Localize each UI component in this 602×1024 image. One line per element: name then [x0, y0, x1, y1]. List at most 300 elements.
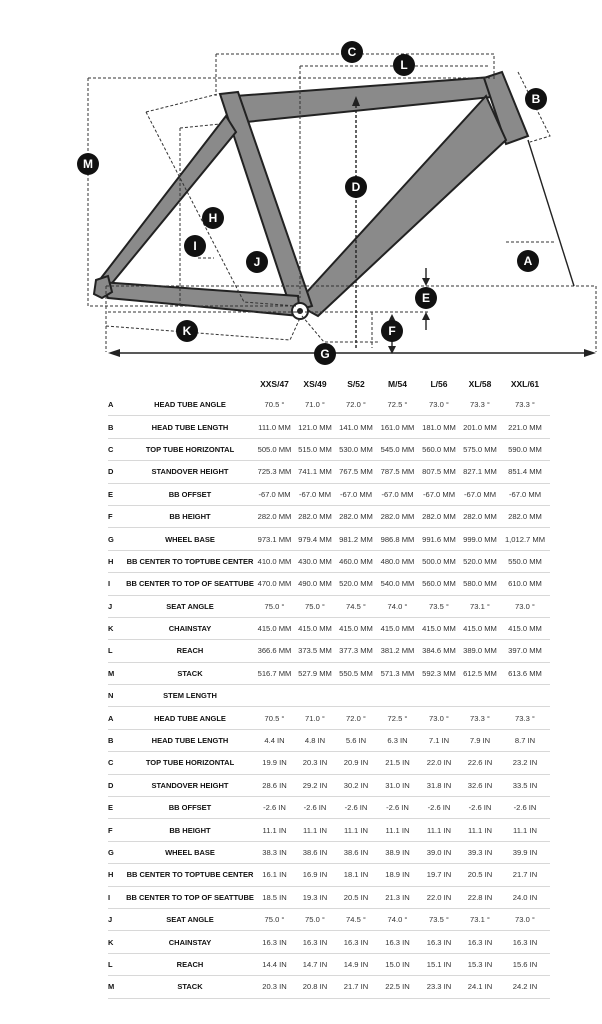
row-label: SEAT ANGLE	[126, 908, 254, 930]
row-value: 70.5 °	[254, 707, 295, 729]
row-value: 527.9 MM	[295, 662, 335, 684]
row-value: 415.0 MM	[377, 617, 418, 639]
row-value	[335, 685, 377, 707]
row-value: 75.0 °	[295, 595, 335, 617]
row-value: 16.3 IN	[377, 931, 418, 953]
row-value: 22.8 IN	[460, 886, 500, 908]
row-value: 38.3 IN	[254, 841, 295, 863]
row-value: 282.0 MM	[295, 505, 335, 527]
row-key: J	[108, 908, 126, 930]
row-value: 18.9 IN	[377, 864, 418, 886]
row-value: 540.0 MM	[377, 573, 418, 595]
seat-tube	[220, 92, 312, 312]
row-value: 73.0 °	[500, 595, 550, 617]
geometry-row	[108, 886, 550, 908]
row-value	[418, 685, 460, 707]
row-value: -67.0 MM	[377, 483, 418, 505]
row-value: 11.1 IN	[460, 819, 500, 841]
row-value: 24.2 IN	[500, 976, 550, 998]
geometry-row	[108, 819, 550, 841]
chain-stay	[100, 282, 300, 316]
row-value: 11.1 IN	[500, 819, 550, 841]
row-label: HEAD TUBE ANGLE	[126, 394, 254, 416]
row-value: 75.0 °	[254, 595, 295, 617]
row-value: 560.0 MM	[418, 573, 460, 595]
svg-text:B: B	[531, 92, 541, 106]
row-value	[500, 685, 550, 707]
row-value: 24.0 IN	[500, 886, 550, 908]
row-value: 5.6 IN	[335, 729, 377, 751]
row-value: 415.0 MM	[335, 617, 377, 639]
marker-c	[341, 41, 363, 63]
marker-a	[517, 250, 539, 272]
row-value: 979.4 MM	[295, 528, 335, 550]
geometry-row	[108, 729, 550, 751]
row-value: 7.9 IN	[460, 729, 500, 751]
row-value: 121.0 MM	[295, 416, 335, 438]
row-value: 8.7 IN	[500, 729, 550, 751]
geometry-table	[108, 374, 550, 999]
geometry-row	[108, 931, 550, 953]
row-value: 415.0 MM	[254, 617, 295, 639]
row-value: 430.0 MM	[295, 550, 335, 572]
row-value: 11.1 IN	[295, 819, 335, 841]
row-value: 181.0 MM	[418, 416, 460, 438]
row-label: BB OFFSET	[126, 483, 254, 505]
row-value: 787.5 MM	[377, 461, 418, 483]
bike-frame	[94, 72, 528, 319]
row-value	[254, 685, 295, 707]
bottom-bracket-center	[297, 308, 303, 314]
row-label: HEAD TUBE LENGTH	[126, 729, 254, 751]
row-value: 73.3 °	[460, 707, 500, 729]
marker-m	[77, 153, 99, 175]
row-value: 612.5 MM	[460, 662, 500, 684]
row-value: 21.7 IN	[335, 976, 377, 998]
row-value: 20.3 IN	[295, 752, 335, 774]
row-value: -2.6 IN	[418, 797, 460, 819]
row-value: 282.0 MM	[500, 505, 550, 527]
row-value: 571.3 MM	[377, 662, 418, 684]
row-value: 16.3 IN	[295, 931, 335, 953]
row-value: 73.3 °	[500, 394, 550, 416]
geometry-row	[108, 640, 550, 662]
row-value: 490.0 MM	[295, 573, 335, 595]
row-value: 73.5 °	[418, 595, 460, 617]
row-value: 22.5 IN	[377, 976, 418, 998]
row-key: I	[108, 573, 126, 595]
row-label: STANDOVER HEIGHT	[126, 774, 254, 796]
row-label: REACH	[126, 953, 254, 975]
size-header-row	[108, 374, 550, 394]
geometry-row	[108, 573, 550, 595]
marker-b	[525, 88, 547, 110]
svg-text:J: J	[253, 255, 261, 269]
row-value: 6.3 IN	[377, 729, 418, 751]
row-value: -2.6 IN	[295, 797, 335, 819]
row-label: REACH	[126, 640, 254, 662]
rear-dropout	[94, 276, 112, 298]
row-value: 397.0 MM	[500, 640, 550, 662]
row-value: 38.9 IN	[377, 841, 418, 863]
row-value: -67.0 MM	[460, 483, 500, 505]
row-label: BB CENTER TO TOPTUBE CENTER	[126, 864, 254, 886]
size-header: L/56	[430, 379, 448, 389]
svg-text:A: A	[523, 254, 533, 268]
size-header: XL/58	[468, 379, 492, 389]
row-key: D	[108, 774, 126, 796]
row-label: WHEEL BASE	[126, 841, 254, 863]
row-value: 725.3 MM	[254, 461, 295, 483]
row-value: 20.3 IN	[254, 976, 295, 998]
row-value: 11.1 IN	[254, 819, 295, 841]
geometry-row	[108, 483, 550, 505]
row-value: 4.8 IN	[295, 729, 335, 751]
row-key: L	[108, 640, 126, 662]
marker-i	[184, 235, 206, 257]
row-value: 28.6 IN	[254, 774, 295, 796]
row-value: 460.0 MM	[335, 550, 377, 572]
row-value: 221.0 MM	[500, 416, 550, 438]
row-key: F	[108, 819, 126, 841]
row-value: 74.5 °	[335, 595, 377, 617]
row-value	[377, 685, 418, 707]
row-value: 282.0 MM	[418, 505, 460, 527]
geometry-row	[108, 908, 550, 930]
row-key: N	[108, 685, 126, 707]
row-value: -67.0 MM	[295, 483, 335, 505]
row-value: -2.6 IN	[335, 797, 377, 819]
row-value: 22.0 IN	[418, 886, 460, 908]
row-value: 71.0 °	[295, 707, 335, 729]
row-key: H	[108, 864, 126, 886]
row-key: M	[108, 976, 126, 998]
row-value: 39.9 IN	[500, 841, 550, 863]
row-value: 74.0 °	[377, 908, 418, 930]
row-value: 415.0 MM	[500, 617, 550, 639]
row-value: 33.5 IN	[500, 774, 550, 796]
row-key: F	[108, 505, 126, 527]
geometry-row	[108, 595, 550, 617]
row-value: 767.5 MM	[335, 461, 377, 483]
row-value: 14.7 IN	[295, 953, 335, 975]
row-key: C	[108, 438, 126, 460]
geometry-row	[108, 774, 550, 796]
row-key: K	[108, 931, 126, 953]
svg-text:L: L	[400, 58, 408, 72]
marker-f	[381, 320, 403, 342]
row-value: 14.4 IN	[254, 953, 295, 975]
size-header: S/52	[347, 379, 365, 389]
row-value: 72.0 °	[335, 707, 377, 729]
row-value: 141.0 MM	[335, 416, 377, 438]
row-value: 973.1 MM	[254, 528, 295, 550]
geometry-row	[108, 797, 550, 819]
row-value: 20.5 IN	[335, 886, 377, 908]
row-label: TOP TUBE HORIZONTAL	[126, 438, 254, 460]
row-value: 21.3 IN	[377, 886, 418, 908]
row-value: 16.3 IN	[254, 931, 295, 953]
row-value: 282.0 MM	[460, 505, 500, 527]
row-value: 1,012.7 MM	[500, 528, 550, 550]
row-value: 999.0 MM	[460, 528, 500, 550]
row-value: 73.3 °	[500, 707, 550, 729]
row-value: 19.7 IN	[418, 864, 460, 886]
size-header: XXS/47	[260, 379, 289, 389]
row-value: -67.0 MM	[335, 483, 377, 505]
row-value: -2.6 IN	[254, 797, 295, 819]
row-value: -2.6 IN	[377, 797, 418, 819]
geometry-row	[108, 864, 550, 886]
svg-text:M: M	[83, 157, 93, 171]
row-value: 16.9 IN	[295, 864, 335, 886]
row-value: 19.3 IN	[295, 886, 335, 908]
svg-text:H: H	[208, 211, 218, 225]
row-value: 29.2 IN	[295, 774, 335, 796]
row-value	[295, 685, 335, 707]
row-value: 72.5 °	[377, 394, 418, 416]
row-key: G	[108, 528, 126, 550]
row-value: 981.2 MM	[335, 528, 377, 550]
row-value: 560.0 MM	[418, 438, 460, 460]
row-value: 70.5 °	[254, 394, 295, 416]
svg-text:F: F	[388, 324, 396, 338]
row-label: CHAINSTAY	[126, 931, 254, 953]
row-value: 16.3 IN	[335, 931, 377, 953]
marker-d	[345, 176, 367, 198]
row-value: -67.0 MM	[418, 483, 460, 505]
row-value: 32.6 IN	[460, 774, 500, 796]
row-value: 11.1 IN	[377, 819, 418, 841]
row-key: I	[108, 886, 126, 908]
row-value: 72.0 °	[335, 394, 377, 416]
row-value: 415.0 MM	[295, 617, 335, 639]
row-key: L	[108, 953, 126, 975]
row-value: 31.8 IN	[418, 774, 460, 796]
row-value: 15.6 IN	[500, 953, 550, 975]
size-header: XXL/61	[510, 379, 540, 389]
row-value: 75.0 °	[254, 908, 295, 930]
row-value: 73.1 °	[460, 595, 500, 617]
row-key: B	[108, 416, 126, 438]
row-value: 21.7 IN	[500, 864, 550, 886]
row-key: E	[108, 797, 126, 819]
geometry-row	[108, 394, 550, 416]
svg-text:E: E	[421, 291, 431, 305]
row-value: 410.0 MM	[254, 550, 295, 572]
geometry-row	[108, 461, 550, 483]
row-label: HEAD TUBE LENGTH	[126, 416, 254, 438]
row-value: 23.3 IN	[418, 976, 460, 998]
geometry-row	[108, 550, 550, 572]
geometry-row	[108, 662, 550, 684]
row-key: B	[108, 729, 126, 751]
row-value: -2.6 IN	[460, 797, 500, 819]
row-value: 38.6 IN	[295, 841, 335, 863]
marker-j	[246, 251, 268, 273]
row-value: 22.0 IN	[418, 752, 460, 774]
row-value: 161.0 MM	[377, 416, 418, 438]
row-value: -2.6 IN	[500, 797, 550, 819]
row-key: M	[108, 662, 126, 684]
row-value: 516.7 MM	[254, 662, 295, 684]
row-key: D	[108, 461, 126, 483]
row-value: 15.0 IN	[377, 953, 418, 975]
marker-l	[393, 54, 415, 76]
row-value: 515.0 MM	[295, 438, 335, 460]
row-value: -67.0 MM	[500, 483, 550, 505]
row-value: 16.1 IN	[254, 864, 295, 886]
row-value: 20.5 IN	[460, 864, 500, 886]
svg-text:C: C	[347, 45, 357, 59]
row-value: 4.4 IN	[254, 729, 295, 751]
geometry-row	[108, 438, 550, 460]
row-value: 201.0 MM	[460, 416, 500, 438]
geometry-table-body	[108, 394, 550, 998]
row-value: 550.5 MM	[335, 662, 377, 684]
row-value: 22.6 IN	[460, 752, 500, 774]
row-value: 74.5 °	[335, 908, 377, 930]
geometry-row	[108, 953, 550, 975]
row-value: 851.4 MM	[500, 461, 550, 483]
row-value: 282.0 MM	[335, 505, 377, 527]
row-value: 807.5 MM	[418, 461, 460, 483]
row-value: 23.2 IN	[500, 752, 550, 774]
marker-e	[415, 287, 437, 309]
row-label: BB OFFSET	[126, 797, 254, 819]
row-label: SEAT ANGLE	[126, 595, 254, 617]
geometry-row	[108, 841, 550, 863]
row-value: 38.6 IN	[335, 841, 377, 863]
svg-text:D: D	[351, 180, 361, 194]
row-value: 7.1 IN	[418, 729, 460, 751]
row-label: TOP TUBE HORIZONTAL	[126, 752, 254, 774]
geometry-row	[108, 976, 550, 998]
row-value: 16.3 IN	[500, 931, 550, 953]
row-value: 19.9 IN	[254, 752, 295, 774]
frame-geometry-diagram	[0, 0, 602, 372]
row-value: 20.9 IN	[335, 752, 377, 774]
row-value: 11.1 IN	[418, 819, 460, 841]
row-value: 550.0 MM	[500, 550, 550, 572]
geometry-row	[108, 528, 550, 550]
row-label: BB HEIGHT	[126, 505, 254, 527]
row-value: 11.1 IN	[335, 819, 377, 841]
row-value: 505.0 MM	[254, 438, 295, 460]
row-value: 15.3 IN	[460, 953, 500, 975]
row-value: 73.0 °	[418, 394, 460, 416]
row-value: 470.0 MM	[254, 573, 295, 595]
row-key: E	[108, 483, 126, 505]
row-value: 14.9 IN	[335, 953, 377, 975]
row-value: 73.0 °	[500, 908, 550, 930]
row-value: 74.0 °	[377, 595, 418, 617]
row-value: 384.6 MM	[418, 640, 460, 662]
row-value: 373.5 MM	[295, 640, 335, 662]
row-value: 580.0 MM	[460, 573, 500, 595]
row-label: BB HEIGHT	[126, 819, 254, 841]
row-value: 500.0 MM	[418, 550, 460, 572]
row-value: 16.3 IN	[460, 931, 500, 953]
row-value: 73.0 °	[418, 707, 460, 729]
row-label: STACK	[126, 976, 254, 998]
row-value: 282.0 MM	[254, 505, 295, 527]
marker-k	[176, 320, 198, 342]
row-value: 389.0 MM	[460, 640, 500, 662]
row-value: 39.3 IN	[460, 841, 500, 863]
row-value: 366.6 MM	[254, 640, 295, 662]
row-value: 575.0 MM	[460, 438, 500, 460]
row-key: A	[108, 707, 126, 729]
geometry-row	[108, 752, 550, 774]
geometry-row	[108, 617, 550, 639]
row-label: HEAD TUBE ANGLE	[126, 707, 254, 729]
row-value: 18.5 IN	[254, 886, 295, 908]
row-label: STACK	[126, 662, 254, 684]
row-value: 18.1 IN	[335, 864, 377, 886]
size-header: M/54	[388, 379, 407, 389]
row-value: 16.3 IN	[418, 931, 460, 953]
size-header: XS/49	[303, 379, 327, 389]
marker-h	[202, 207, 224, 229]
row-key: C	[108, 752, 126, 774]
row-value: 377.3 MM	[335, 640, 377, 662]
svg-text:I: I	[193, 239, 197, 253]
svg-text:G: G	[320, 347, 330, 361]
row-value: 73.3 °	[460, 394, 500, 416]
row-value: 75.0 °	[295, 908, 335, 930]
row-value: 31.0 IN	[377, 774, 418, 796]
row-value: 986.8 MM	[377, 528, 418, 550]
row-value: 39.0 IN	[418, 841, 460, 863]
row-label: BB CENTER TO TOP OF SEATTUBE	[126, 886, 254, 908]
row-label: STEM LENGTH	[126, 685, 254, 707]
row-value: 20.8 IN	[295, 976, 335, 998]
row-value: 415.0 MM	[460, 617, 500, 639]
row-value: 71.0 °	[295, 394, 335, 416]
seat-stay	[98, 116, 236, 288]
row-value: 592.3 MM	[418, 662, 460, 684]
row-value: 21.5 IN	[377, 752, 418, 774]
row-value: 520.0 MM	[460, 550, 500, 572]
row-value: 480.0 MM	[377, 550, 418, 572]
geometry-row	[108, 416, 550, 438]
row-value: 381.2 MM	[377, 640, 418, 662]
row-label: BB CENTER TO TOPTUBE CENTER	[126, 550, 254, 572]
header-label	[126, 374, 254, 394]
row-label: STANDOVER HEIGHT	[126, 461, 254, 483]
row-value: 991.6 MM	[418, 528, 460, 550]
row-key: K	[108, 617, 126, 639]
row-value: 73.5 °	[418, 908, 460, 930]
row-key: A	[108, 394, 126, 416]
row-value: 24.1 IN	[460, 976, 500, 998]
row-value: 590.0 MM	[500, 438, 550, 460]
geometry-row	[108, 707, 550, 729]
row-value: 827.1 MM	[460, 461, 500, 483]
row-key: H	[108, 550, 126, 572]
geometry-row	[108, 685, 550, 707]
svg-text:K: K	[182, 324, 192, 338]
down-tube	[296, 96, 506, 316]
row-value: 282.0 MM	[377, 505, 418, 527]
row-value: -67.0 MM	[254, 483, 295, 505]
marker-g	[314, 343, 336, 365]
row-key: G	[108, 841, 126, 863]
row-label: BB CENTER TO TOP OF SEATTUBE	[126, 573, 254, 595]
row-value	[460, 685, 500, 707]
header-key	[108, 374, 126, 394]
